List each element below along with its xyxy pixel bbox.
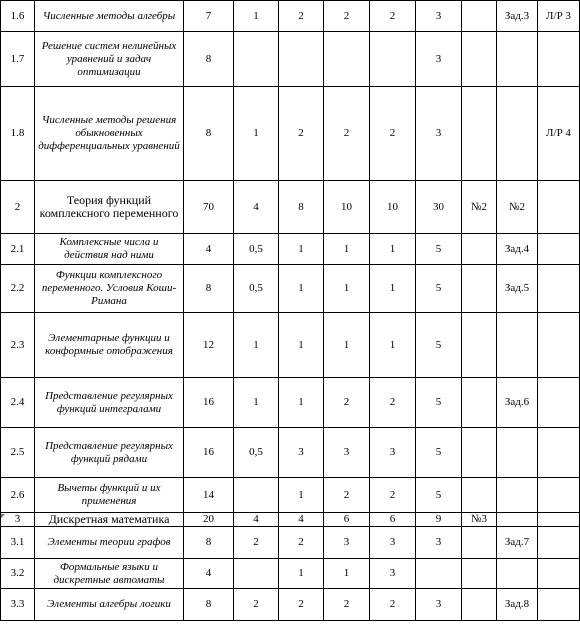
- row-number-cell: 3.1: [1, 527, 35, 559]
- value-cell-c9: [538, 378, 580, 428]
- value-cell-c1: 8: [184, 32, 234, 87]
- value-cell-c2: [234, 32, 279, 87]
- value-cell-c6: 5: [416, 313, 462, 378]
- value-cell-c1: 8: [184, 527, 234, 559]
- value-cell-c9: Л/Р 3: [538, 1, 580, 32]
- value-cell-c2: 0,5: [234, 265, 279, 313]
- topic-cell: Вычеты функций и их применения: [35, 478, 184, 513]
- value-cell-c3: 2: [279, 1, 324, 32]
- value-cell-c5: 1: [370, 234, 416, 265]
- value-cell-c9: [538, 265, 580, 313]
- value-cell-c4: 3: [324, 527, 370, 559]
- value-cell-c5: 1: [370, 313, 416, 378]
- value-cell-c6: 3: [416, 527, 462, 559]
- value-cell-c8: [497, 87, 538, 181]
- section-title-cell: Теория функций комплексного переменного: [35, 181, 184, 234]
- value-cell-c6: [416, 559, 462, 589]
- value-cell-c9: [538, 428, 580, 478]
- value-cell-c1: 12: [184, 313, 234, 378]
- value-cell-c5: 2: [370, 478, 416, 513]
- value-cell-c1: 8: [184, 87, 234, 181]
- row-number-cell: 2: [1, 181, 35, 234]
- value-cell-c5: 2: [370, 87, 416, 181]
- value-cell-c4: [324, 32, 370, 87]
- value-cell-c2: 0,5: [234, 428, 279, 478]
- value-cell-c1: 4: [184, 234, 234, 265]
- topic-cell: Численные методы алгебры: [35, 1, 184, 32]
- topic-cell: Представление регулярных функций рядами: [35, 428, 184, 478]
- value-cell-c2: [234, 478, 279, 513]
- table-row: [1, 428, 580, 478]
- value-cell-c4: 1: [324, 265, 370, 313]
- value-cell-c3: 2: [279, 87, 324, 181]
- row-number-cell: 2.4: [1, 378, 35, 428]
- value-cell-c4: 10: [324, 181, 370, 234]
- value-cell-c7: [462, 1, 497, 32]
- value-cell-c4: 2: [324, 87, 370, 181]
- value-cell-c6: 3: [416, 589, 462, 621]
- value-cell-c1: 14: [184, 478, 234, 513]
- row-number-cell: 2.3: [1, 313, 35, 378]
- row-number-cell: 1.8: [1, 87, 35, 181]
- value-cell-c8: [497, 478, 538, 513]
- value-cell-c9: [538, 513, 580, 527]
- value-cell-c1: 8: [184, 589, 234, 621]
- value-cell-c4: 1: [324, 559, 370, 589]
- value-cell-c9: [538, 181, 580, 234]
- topic-cell: Элементы алгебры логики: [35, 589, 184, 621]
- value-cell-c8: Зад.5: [497, 265, 538, 313]
- value-cell-c2: 2: [234, 589, 279, 621]
- topic-cell: Решение систем нелинейных уравнений и задач оптимизации: [35, 32, 184, 87]
- value-cell-c6: 5: [416, 234, 462, 265]
- value-cell-c9: [538, 234, 580, 265]
- topic-cell: Комплексные числа и действия над ними: [35, 234, 184, 265]
- value-cell-c2: 1: [234, 1, 279, 32]
- table-row: [1, 478, 580, 513]
- value-cell-c4: 3: [324, 428, 370, 478]
- value-cell-c4: 1: [324, 234, 370, 265]
- value-cell-c7: №3: [462, 513, 497, 527]
- value-cell-c1: 4: [184, 559, 234, 589]
- value-cell-c9: [538, 313, 580, 378]
- value-cell-c3: 1: [279, 234, 324, 265]
- value-cell-c2: 1: [234, 313, 279, 378]
- table-row: [1, 265, 580, 313]
- value-cell-c8: [497, 313, 538, 378]
- value-cell-c5: 2: [370, 378, 416, 428]
- value-cell-c5: [370, 32, 416, 87]
- value-cell-c3: 2: [279, 589, 324, 621]
- value-cell-c5: 10: [370, 181, 416, 234]
- value-cell-c2: 2: [234, 527, 279, 559]
- table-row: [1, 513, 580, 527]
- row-number-cell: 3.3: [1, 589, 35, 621]
- value-cell-c9: [538, 589, 580, 621]
- value-cell-c9: Л/Р 4: [538, 87, 580, 181]
- value-cell-c2: 1: [234, 87, 279, 181]
- value-cell-c7: [462, 478, 497, 513]
- value-cell-c7: №2: [462, 181, 497, 234]
- value-cell-c1: 8: [184, 265, 234, 313]
- section-title-cell: Дискретная математика: [35, 513, 184, 527]
- value-cell-c1: 7: [184, 1, 234, 32]
- cell-error-marker-icon: [1, 514, 5, 518]
- row-number-cell: 3.2: [1, 559, 35, 589]
- value-cell-c8: Зад.4: [497, 234, 538, 265]
- value-cell-c2: 0,5: [234, 234, 279, 265]
- value-cell-c5: 2: [370, 589, 416, 621]
- table-row: [1, 181, 580, 234]
- value-cell-c2: 4: [234, 513, 279, 527]
- value-cell-c3: 1: [279, 265, 324, 313]
- table-row: [1, 527, 580, 559]
- value-cell-c3: 1: [279, 378, 324, 428]
- table-row: [1, 589, 580, 621]
- row-number-cell: 2.1: [1, 234, 35, 265]
- value-cell-c4: 1: [324, 313, 370, 378]
- value-cell-c5: 2: [370, 1, 416, 32]
- row-number-cell: 3: [1, 513, 35, 527]
- table-row: [1, 234, 580, 265]
- value-cell-c6: 3: [416, 1, 462, 32]
- value-cell-c3: 8: [279, 181, 324, 234]
- value-cell-c4: 2: [324, 378, 370, 428]
- value-cell-c3: 1: [279, 478, 324, 513]
- value-cell-c3: 4: [279, 513, 324, 527]
- value-cell-c6: 5: [416, 428, 462, 478]
- table-row: [1, 87, 580, 181]
- value-cell-c5: 6: [370, 513, 416, 527]
- value-cell-c6: 3: [416, 32, 462, 87]
- table-row: [1, 313, 580, 378]
- value-cell-c7: [462, 428, 497, 478]
- topic-cell: Функции комплексного переменного. Условия Коши-Римана: [35, 265, 184, 313]
- topic-cell: Элементы теории графов: [35, 527, 184, 559]
- value-cell-c5: 3: [370, 559, 416, 589]
- topic-cell: Формальные языки и дискретные автоматы: [35, 559, 184, 589]
- value-cell-c4: 2: [324, 1, 370, 32]
- value-cell-c8: Зад.7: [497, 527, 538, 559]
- value-cell-c6: 5: [416, 378, 462, 428]
- value-cell-c7: [462, 559, 497, 589]
- value-cell-c8: [497, 513, 538, 527]
- value-cell-c6: 5: [416, 478, 462, 513]
- row-number-cell: 2.2: [1, 265, 35, 313]
- table-row: [1, 559, 580, 589]
- value-cell-c5: 3: [370, 428, 416, 478]
- value-cell-c6: 30: [416, 181, 462, 234]
- value-cell-c7: [462, 527, 497, 559]
- value-cell-c1: 70: [184, 181, 234, 234]
- value-cell-c8: Зад.3: [497, 1, 538, 32]
- value-cell-c7: [462, 87, 497, 181]
- topic-cell: Представление регулярных функций интегралами: [35, 378, 184, 428]
- value-cell-c3: 3: [279, 428, 324, 478]
- value-cell-c8: Зад.6: [497, 378, 538, 428]
- value-cell-c3: [279, 32, 324, 87]
- value-cell-c7: [462, 313, 497, 378]
- value-cell-c1: 20: [184, 513, 234, 527]
- value-cell-c8: [497, 559, 538, 589]
- row-number-cell: 1.7: [1, 32, 35, 87]
- value-cell-c1: 16: [184, 378, 234, 428]
- row-number-cell: 2.6: [1, 478, 35, 513]
- value-cell-c6: 3: [416, 87, 462, 181]
- value-cell-c7: [462, 234, 497, 265]
- value-cell-c9: [538, 32, 580, 87]
- value-cell-c6: 9: [416, 513, 462, 527]
- value-cell-c3: 1: [279, 559, 324, 589]
- value-cell-c2: 4: [234, 181, 279, 234]
- table-row: [1, 378, 580, 428]
- topic-cell: Численные методы решения обыкновенных дифференциальных уравнений: [35, 87, 184, 181]
- value-cell-c4: 2: [324, 478, 370, 513]
- value-cell-c7: [462, 265, 497, 313]
- value-cell-c3: 1: [279, 313, 324, 378]
- value-cell-c7: [462, 589, 497, 621]
- value-cell-c9: [538, 559, 580, 589]
- value-cell-c1: 16: [184, 428, 234, 478]
- value-cell-c4: 2: [324, 589, 370, 621]
- value-cell-c9: [538, 478, 580, 513]
- table-row: [1, 32, 580, 87]
- value-cell-c6: 5: [416, 265, 462, 313]
- value-cell-c3: 2: [279, 527, 324, 559]
- value-cell-c2: [234, 559, 279, 589]
- value-cell-c5: 1: [370, 265, 416, 313]
- value-cell-c8: [497, 428, 538, 478]
- row-number-cell: 1.6: [1, 1, 35, 32]
- value-cell-c4: 6: [324, 513, 370, 527]
- topic-cell: Элементарные функции и конформные отображения: [35, 313, 184, 378]
- table-body: [1, 1, 580, 621]
- value-cell-c9: [538, 527, 580, 559]
- value-cell-c2: 1: [234, 378, 279, 428]
- value-cell-c8: №2: [497, 181, 538, 234]
- row-number-cell: 2.5: [1, 428, 35, 478]
- table-row: [1, 1, 580, 32]
- value-cell-c7: [462, 378, 497, 428]
- value-cell-c5: 3: [370, 527, 416, 559]
- value-cell-c8: [497, 32, 538, 87]
- value-cell-c8: Зад.8: [497, 589, 538, 621]
- value-cell-c7: [462, 32, 497, 87]
